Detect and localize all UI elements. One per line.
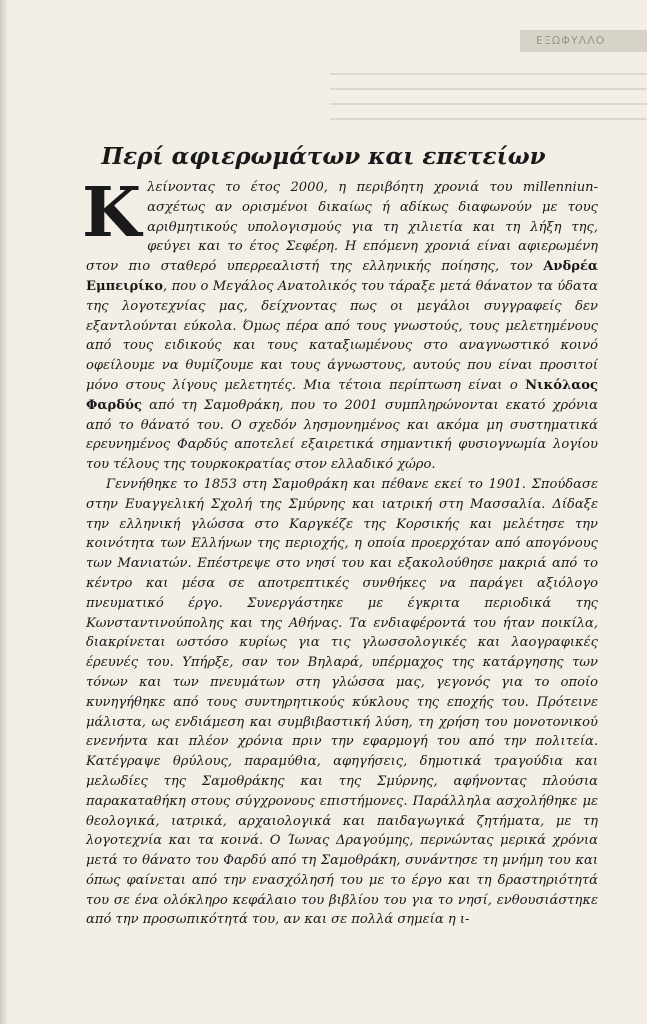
name-fardys: Νικόλαος Φαρδύς xyxy=(86,377,598,413)
paragraph-2: Γεννήθηκε το 1853 στη Σαμοθράκη και πέθανε εκεί το 1901. Σπούδασε στην Ευαγγελική Σχολή της Σμύρνης και ιατρική στη Μασσαλία. Δίδαξε την ελληνική γλώσσα στο Καργκέζε της Κορσικής και μελέτησε την κοινότητα των Ελλήνων της περιοχής, η οποία προερχόταν από απογόνους των Μανιατών. Επέστρεψε στο νησί του και εξακολούθησε μακριά από το κέντρο και μέσα σε αποτρεπτικές συνθήκες να παράγει αξιόλογο πνευματικό έργο. Συνεργάστηκε με έγκριτα περιοδικά της Κωνσταντινούπολης και της Αθήνας. Τα ενδιαφέροντά του ήταν ποικίλα, διακρίνεται ωστόσο κυρίως για τις γλωσσολογικές και λαογραφικές έρευνές του. Υπήρξε, σαν τον Βηλαρά, υπέρμαχος της κατάργησης των τόνων και των πνευμάτων στη γλώσσα μας, γεγονός για το οποίο κυνηγήθηκε από τους συντηρητικούς κύκλους της εποχής του. Πρότεινε μάλιστα, ως ενδιάμεση και συμβιβαστική λύση, τη χρήση του μονοτονικού ενενήντα και πλέον χρόνια πριν την εφαρμογή του από την πολιτεία. Κατέγραψε θρύλους, παραμύθια, αφηγήσεις, δημοτικά τραγούδια και μελωδίες της Σαμοθράκης και της Σμύρνης, αφήνοντας πλούσια παρακαταθήκη στους σύγχρονους επιστήμονες. Παράλληλα ασχολήθηκε με θεολογικά, ιατρικά, αρχαιολογικά και παιδαγωγικά ζητήματα, με τη λογοτεχνία και τα κοινά. Ο Ίωνας Δραγούμης, περνώντας μερικά χρόνια μετά το θάνατο του Φαρδύ από τη Σαμοθράκη, συνάντησε τη μνήμη του και όπως φαίνεται από την ενασχόλησή του με το έργο και τη δραστηριότητά του σε ένα ολόκληρο κεφάλαιο του βιβλίου του για το νησί, ενθουσιάστηκε από την προσωπικότητά του, αν και σε πολλά σημεία η ι- xyxy=(86,476,598,928)
paragraph-1-text-a: λείνοντας το έτος 2000, η περιβόητη χρονιά του millenniun- ασχέτως αν ορισμένοι δικαίως ή αδίκως διαφωνούν με τους αριθμητικούς υπολογισμούς για τη χιλιετία και τη λήξη της, φεύγει και το έτος Σεφέρη. Η επόμενη χρονιά είναι αφιερωμένη στον πιο σταθερό υπερρεαλιστή της ελληνικής ποίησης, τον xyxy=(86,180,598,275)
bleed-through-text xyxy=(330,60,647,130)
running-header: ΕΞΩΦΥΛΛΟ xyxy=(520,30,647,52)
paragraph-1-text-b: , που ο Μεγάλος Ανατολικός του τάραξε μετά θάνατον τα ύδατα της λογοτεχνίας μας, δείχνοντας πως οι μεγάλοι συγγραφείς δεν εξαντλούνται εύκολα. Όμως πέρα από τους γνωστούς, τους μελετημένους από τους ειδικούς και τους καταξιωμένους στο αναγνωστικό κοινό οφείλουμε να θυμίζουμε και τους άγνωστους, αυτούς που είναι προσιτοί μόνο στους λίγους μελετητές. Μια τέτοια περίπτωση είναι ο xyxy=(86,278,598,393)
name-embirikos: Ανδρέα Εμπειρίκο xyxy=(86,259,598,294)
paragraph-1 xyxy=(82,173,598,475)
article-body xyxy=(82,173,598,930)
paragraph-1-text-c: από τη Σαμοθράκη, που το 2001 συμπληρώνονται εκατό χρόνια από το θάνατό του. Ο σχεδόν λησμονημένος και ακόμα μη συστηματικά ερευνημένος Φαρδύς αποτελεί εξαιρετικά σημαντική φυσιογνωμία λογίου του τέλους της τουρκοκρατίας στον ελλαδικό χώρο. xyxy=(86,397,598,473)
drop-cap: Κ xyxy=(82,173,142,253)
article-title: Περί αφιερωμάτων και επετείων xyxy=(101,143,546,170)
